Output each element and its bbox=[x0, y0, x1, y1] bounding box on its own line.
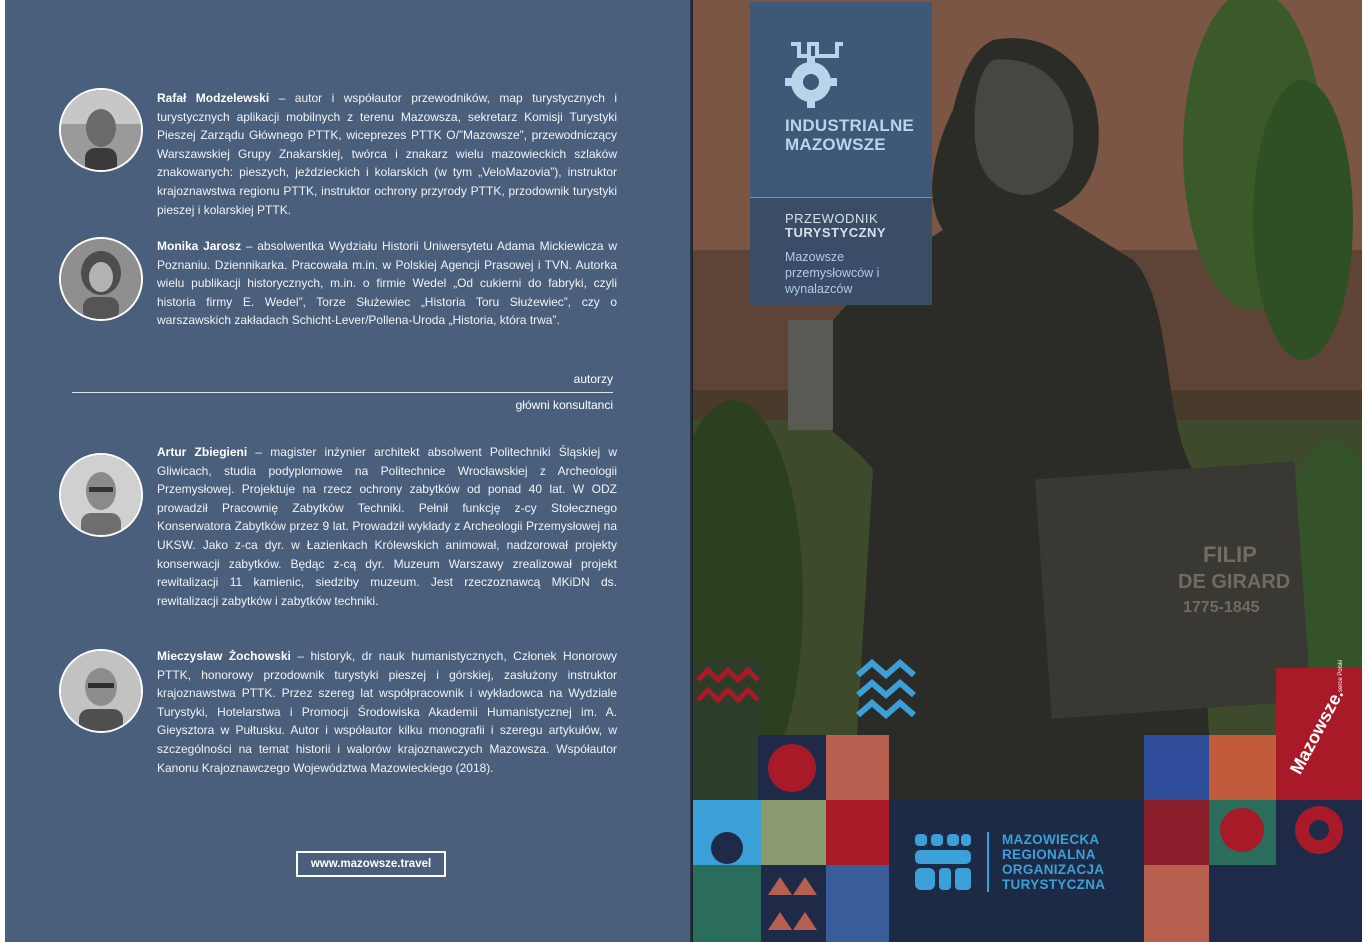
consultant-description: – historyk, dr nauk humanistycznych, Członek Honorowy PTTK, honorowy przodownik turystyki pieszej i górskiej, zasłużony instruktor krajoznawstwa PTTK. Przez szereg lat współpracownik i wykładowca na Wydziale Turystyki, Hotelarstwa i Promocji Środowiska Akademii Humanistycznej im. A. Gieysztora w Pułtusku. Autor i współautor kilku monografii i szeregu artykułów, w szczególności na temat historii i walorów krajoznawczych Mazowsza. Współautor Kanonu Krajoznawczego Województwa Mazowieckiego (2018). bbox=[157, 649, 617, 775]
guide-subtitle-box bbox=[750, 197, 932, 305]
brand-title bbox=[785, 116, 914, 154]
consultant-bio-artur bbox=[157, 443, 617, 610]
consultant-description: – magister inżynier architekt absolwent Politechniki Śląskiej w Gliwicach, studia podyplomowe na Politechnice Wrocławskiej z Archeologii Przemysłowej. Projektuje na rzecz ochrony zabytków od ponad 40 lat. W ODZ prowadził Pracownię Zabytków Techniki. Pełnił funkcję z-cy Stołecznego Konserwatora Zabytków przez 9 lat. Prowadził wykłady z Archeologii Przemysłowej na UKSW. Jako z-ca dyr. w Łazienkach Królewskich animował, nadzorował projekty konserwacji zabytków. Będąc z-cą dyr. Muzeum Warszawy zrealizował projekt rewitalizacji 11 kamienic, siedziby muzeum. Jest rzeczoznawcą MKiDN ds. rewitalizacji zabytków i zabytków techniki. bbox=[157, 445, 617, 608]
consultant-photo-mieczyslaw bbox=[59, 649, 143, 733]
website-link[interactable]: www.mazowsze.travel bbox=[296, 851, 446, 877]
author-photo-rafal bbox=[59, 88, 143, 172]
consultant-name: Mieczysław Żochowski bbox=[157, 649, 291, 663]
front-cover bbox=[693, 0, 1362, 942]
org-line-3: ORGANIZACJA bbox=[1002, 862, 1105, 877]
brand-line-2: MAZOWSZE bbox=[785, 135, 886, 154]
author-name: Rafał Modzelewski bbox=[157, 91, 270, 105]
author-name: Monika Jarosz bbox=[157, 239, 242, 253]
author-bio-rafal bbox=[157, 89, 617, 219]
org-line-4: TURYSTYCZNA bbox=[1002, 877, 1106, 892]
consultant-bio-mieczyslaw bbox=[157, 647, 617, 777]
region-tagline: serce Polski bbox=[1338, 659, 1344, 692]
region-logo-text: Mazowsze. bbox=[1286, 685, 1348, 778]
factory-gear-icon bbox=[781, 38, 851, 113]
author-bio-monika bbox=[157, 237, 617, 330]
series-logo bbox=[750, 2, 932, 197]
consultant-photo-artur bbox=[59, 453, 143, 537]
brand-line-1: INDUSTRIALNE bbox=[785, 116, 914, 135]
back-cover bbox=[5, 0, 691, 942]
organization-logo bbox=[889, 799, 1144, 942]
guide-subtitle: Mazowsze przemysłowców i wynalazców bbox=[785, 250, 880, 296]
logo-divider bbox=[987, 832, 989, 892]
role-consultants: główni konsultanci bbox=[515, 398, 613, 412]
monument-inscription-1: FILIP bbox=[1203, 542, 1257, 567]
guide-label-bold: TURYSTYCZNY bbox=[785, 225, 887, 240]
region-logo bbox=[1276, 659, 1362, 800]
author-description: – absolwentka Wydziału Historii Uniwersytetu Adama Mickiewicza w Poznaniu. Dziennikarka. Pracowała m.in. w Polskiej Agencji Prasowej i TVN. Autorka wielu publikacji historycznych, m.in. o firmie Wedel „Od cukierni do fabryki, czyli historia firmy E. Wedel”, Torze Służewiec „Historia Toru Służewiec”, czy o warszawskich zakładach Schicht-Lever/Pollena-Uroda „Historia, która trwa”. bbox=[157, 239, 618, 328]
monument-inscription-3: 1775-1845 bbox=[1183, 599, 1260, 616]
author-description: – autor i współautor przewodników, map turystycznych i turystycznych aplikacji mobilnych z terenu Mazowsza, sekretarz Komisji Turystyki Pieszej Zarządu Głównego PTTK, wiceprezes PTTK O/”Mazowsze”, przewodniczący Warszawskiej Grupy Znakarskiej, twórca i znakarz wielu mazowieckich szlaków znakowanych: pieszych, jeździeckich i kolarskich (w tym „VeloMazovia”), instruktor krajoznawstwa regionu PTTK, instruktor ochrony przyrody PTTK, przodownik turystyki pieszej i kolarskiej PTTK. bbox=[157, 91, 617, 217]
section-divider bbox=[72, 392, 613, 393]
organization-name bbox=[1002, 832, 1105, 892]
monument-inscription-2: DE GIRARD bbox=[1178, 571, 1291, 593]
org-line-2: REGIONALNA bbox=[1002, 847, 1096, 862]
author-photo-monika bbox=[59, 237, 143, 321]
mrot-emblem-icon bbox=[913, 832, 973, 892]
role-authors: autorzy bbox=[573, 372, 613, 386]
org-line-1: MAZOWIECKA bbox=[1002, 832, 1100, 847]
consultant-name: Artur Zbiegieni bbox=[157, 445, 248, 459]
guide-label: PRZEWODNIK bbox=[785, 211, 879, 226]
